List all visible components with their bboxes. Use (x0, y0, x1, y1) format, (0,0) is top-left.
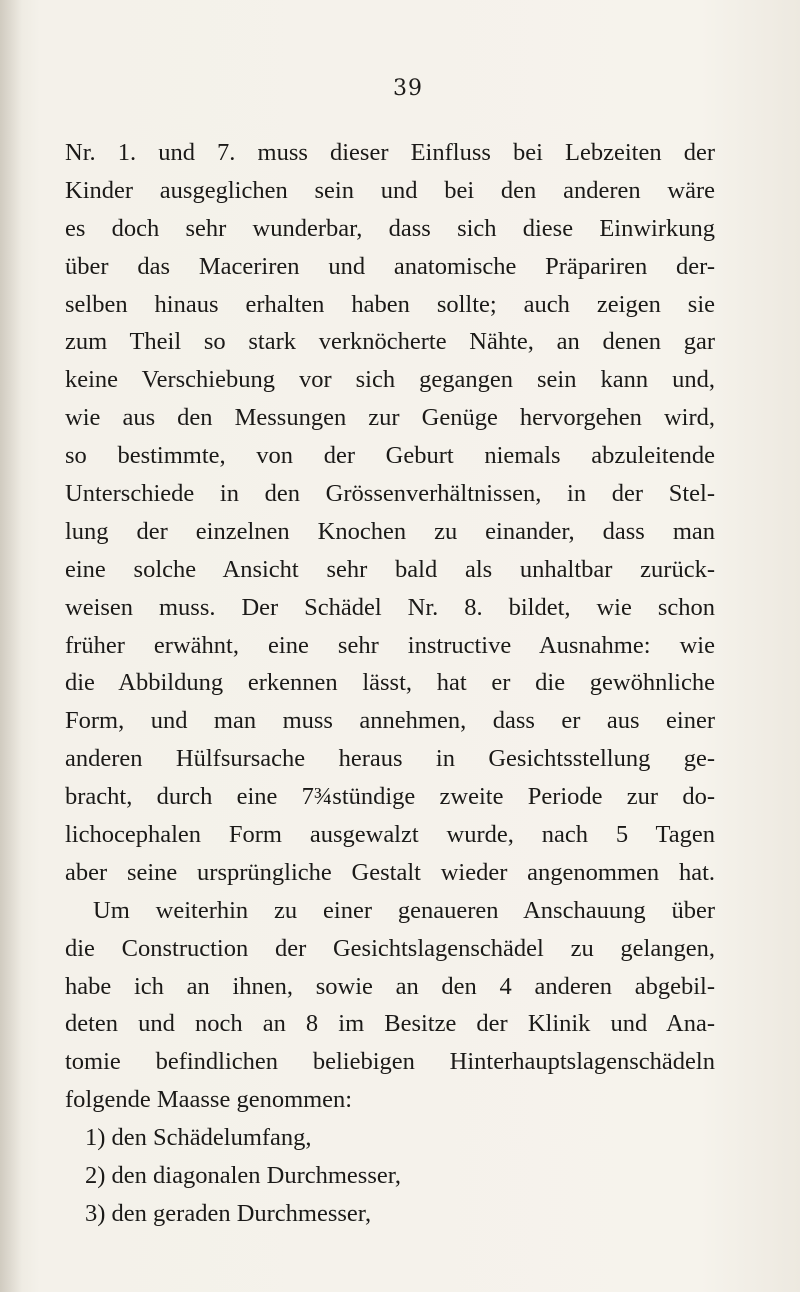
text-line: die Abbildung erkennen lässt, hat er die gewöhnliche (65, 669, 715, 697)
text-line: so bestimmte, von der Geburt niemals abzuleitende (65, 442, 715, 470)
list-item: 1) den Schädelumfang, (85, 1124, 312, 1152)
text-line: tomie befindlichen beliebigen Hinterhauptslagenschädeln (65, 1048, 715, 1076)
text-line: zum Theil so stark verknöcherte Nähte, an denen gar (65, 328, 715, 356)
text-line: habe ich an ihnen, sowie an den 4 anderen abgebil- (65, 972, 715, 1000)
text-line: wie aus den Messungen zur Genüge hervorgehen wird, (65, 404, 715, 432)
text-line: früher erwähnt, eine sehr instructive Ausnahme: wie (65, 631, 715, 659)
list-item: 3) den geraden Durchmesser, (85, 1199, 372, 1227)
text-line: Unterschiede in den Grössenverhältnissen, in der Stel- (65, 480, 715, 508)
text-line: lichocephalen Form ausgewalzt wurde, nach 5 Tagen (65, 821, 715, 849)
binding-shadow (0, 0, 22, 1292)
text-line: Form, und man muss annehmen, dass er aus einer (65, 707, 715, 735)
text-line: deten und noch an 8 im Besitze der Klinik und Ana- (65, 1010, 715, 1038)
text-line: anderen Hülfsursache heraus in Gesichtsstellung ge- (65, 745, 715, 773)
text-line: lung der einzelnen Knochen zu einander, dass man (65, 517, 715, 545)
text-line: selben hinaus erhalten haben sollte; auch zeigen sie (65, 290, 715, 318)
paragraph-start-line: Um weiterhin zu einer genaueren Anschauung über (93, 896, 715, 924)
text-line: aber seine ursprüngliche Gestalt wieder angenommen hat. (65, 858, 715, 886)
text-line: Nr. 1. und 7. muss dieser Einfluss bei Lebzeiten der (65, 139, 715, 166)
page-number: 39 (393, 76, 423, 101)
body-text (65, 134, 715, 1233)
text-line: bracht, durch eine 7¾stündige zweite Periode zur do- (65, 783, 715, 811)
text-line: es doch sehr wunderbar, dass sich diese Einwirkung (65, 214, 715, 242)
text-line: die Construction der Gesichtslagenschädel zu gelangen, (65, 934, 715, 962)
text-line: weisen muss. Der Schädel Nr. 8. bildet, wie schon (65, 593, 715, 621)
text-line: eine solche Ansicht sehr bald als unhaltbar zurück- (65, 555, 715, 583)
text-line: über das Maceriren und anatomische Präpariren der- (65, 252, 715, 280)
list-item: 2) den diagonalen Durchmesser, (85, 1162, 402, 1190)
text-line: Kinder ausgeglichen sein und bei den anderen wäre (65, 176, 715, 204)
text-line: folgende Maasse genommen: (65, 1086, 353, 1114)
text-line: keine Verschiebung vor sich gegangen sein kann und, (65, 366, 715, 394)
